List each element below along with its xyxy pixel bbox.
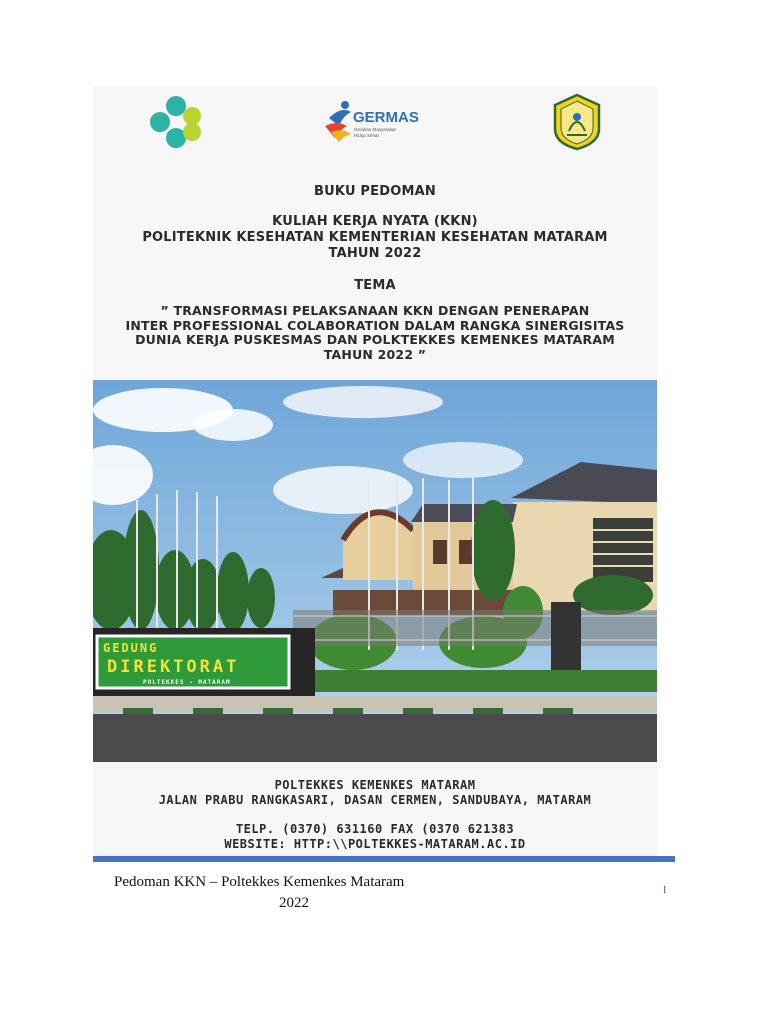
theme-line-4: TAHUN 2022 ” — [323, 346, 427, 362]
theme-line-1: ” TRANSFORMASI PELAKSANAAN KKN DENGAN PENERAPAN — [160, 303, 590, 318]
building-photo — [93, 380, 657, 762]
germas-tagline-2: Hidup Sehat — [354, 133, 379, 138]
sign-line-1: GEDUNG — [103, 641, 159, 655]
theme-line-2: INTER PROFESSIONAL COLABORATION DALAM RANGKA SINERGISITAS — [125, 317, 625, 333]
footer-line-2: 2022 — [279, 895, 309, 911]
institution-address: JALAN PRABU RANGKASARI, DASAN CERMEN, SANDUBAYA, MATARAM — [158, 793, 592, 807]
institution-name: POLTEKKES KEMENKES MATARAM — [274, 778, 476, 792]
blue-divider — [93, 856, 675, 862]
title-line-1: KULIAH KERJA NYATA (KKN) — [272, 214, 478, 229]
institution-phone: TELP. (0370) 631160 FAX (0370 621383 — [235, 822, 515, 836]
title-line-3: TAHUN 2022 — [328, 246, 422, 261]
sign-line-3: POLTEKKES - MATARAM — [143, 679, 231, 686]
institution-website: WEBSITE: HTTP:\\POLTEKKES-MATARAM.AC.ID — [224, 837, 526, 851]
sign-line-2: DIREKTORAT — [107, 657, 240, 677]
germas-logo — [321, 96, 421, 146]
institution-block — [93, 778, 657, 852]
kemenkes-logo-icon — [148, 94, 204, 150]
footer-line-1: Pedoman KKN – Poltekkes Kemenkes Mataram — [114, 874, 405, 890]
doc-heading: BUKU PEDOMAN — [314, 184, 436, 199]
logo-row — [93, 86, 657, 166]
germas-tagline-1: Gerakan Masyarakat — [354, 127, 396, 132]
page-footer — [114, 872, 474, 914]
theme-line-3: DUNIA KERJA PUSKESMAS DAN POLKTEKKES KEMENKES MATARAM — [135, 332, 615, 347]
cover-page — [93, 86, 657, 856]
poltekkes-seal-icon — [551, 93, 603, 151]
title-line-2: POLITEKNIK KESEHATAN KEMENTERIAN KESEHATAN MATARAM — [142, 230, 608, 245]
title-block — [93, 184, 657, 362]
germas-name: GERMAS — [353, 109, 419, 126]
theme-label: TEMA — [354, 278, 396, 293]
page-number: I — [663, 885, 667, 896]
